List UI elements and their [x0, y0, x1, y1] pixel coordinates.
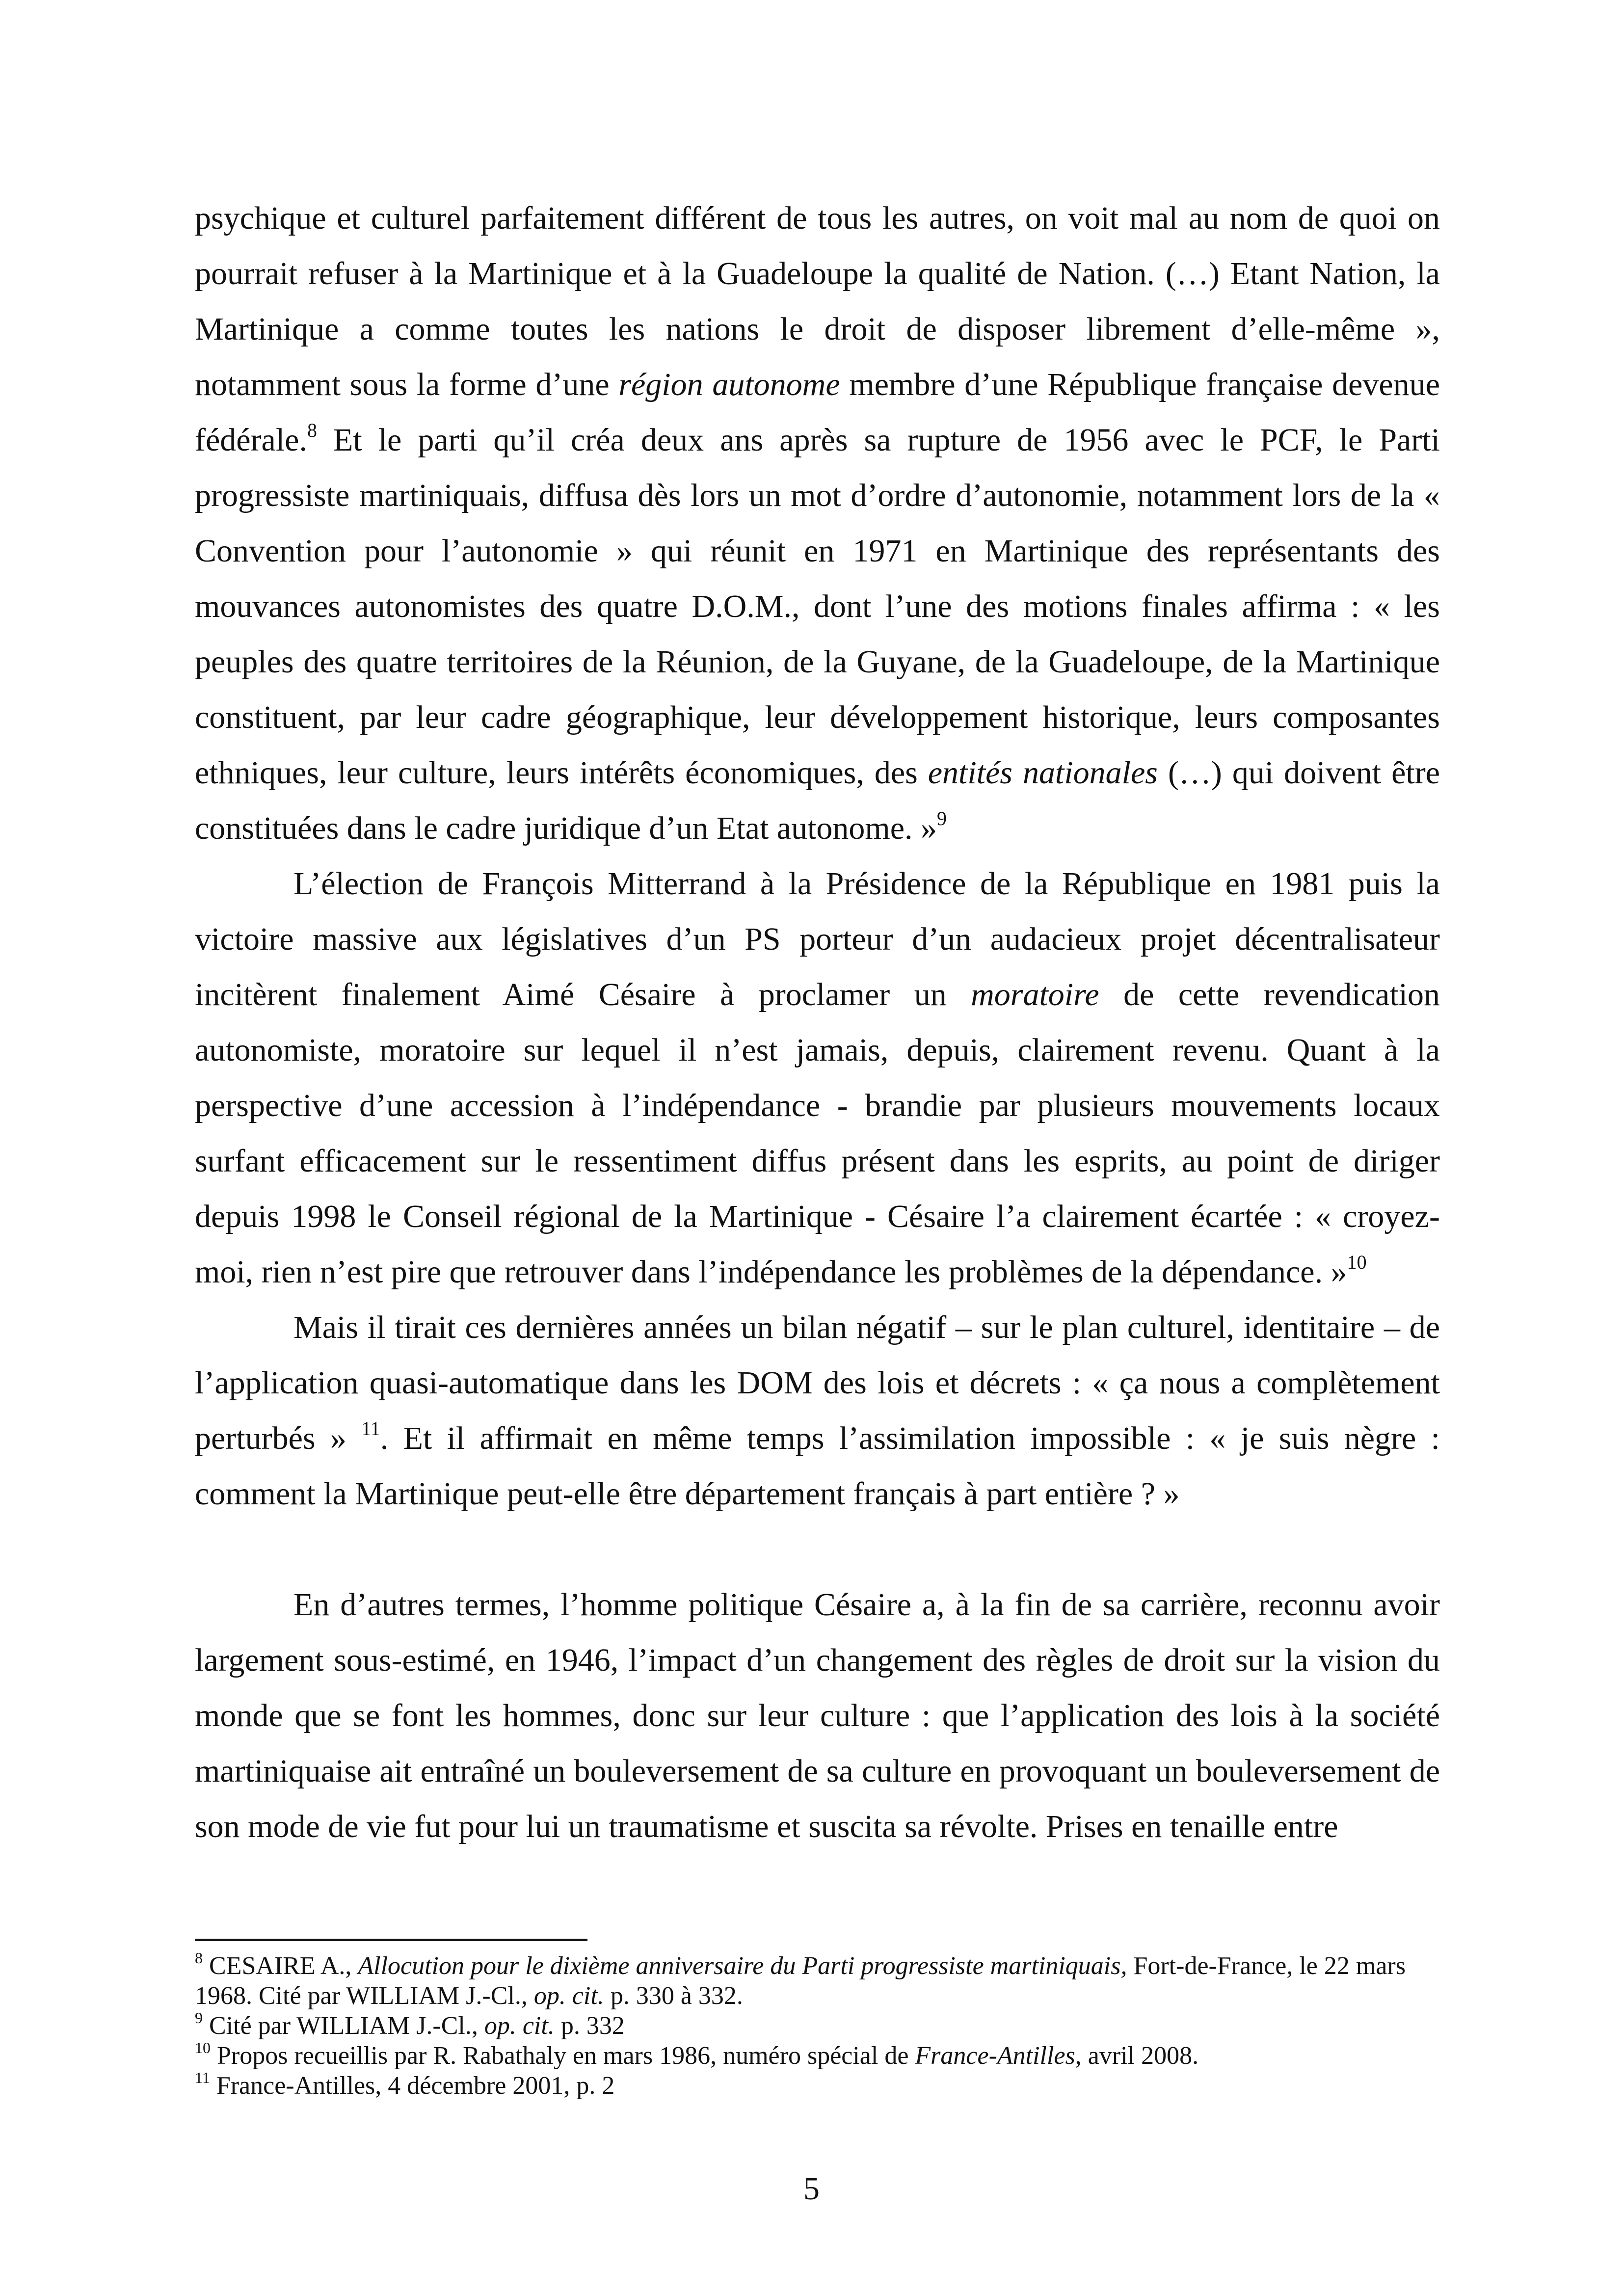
text-run: Et le parti qu’il créa deux ans après sa rupture de 1956 avec le PCF, le Parti progressiste martiniquais, diffusa dès lors un mot d’ordre d’autonomie, notamment lors de la « Convention pour l’autonomie » qui réunit en 1971 en Martinique des représentants des mouvances autonomistes des quatre D.O.M., dont l’une des motions finales affirma : « les peuples des quatre territoires de la Réunion, de la Guyane, de la Guadeloupe, de la Martinique constituent, par leur cadre géographique, leur développement historique, leurs composantes ethniques, leur culture, leurs intérêts économiques, des [195, 422, 1440, 791]
paragraph [195, 1577, 1440, 1854]
footnote-number: 11 [195, 2069, 210, 2086]
text-run: France-Antilles, 4 décembre 2001, p. 2 [210, 2072, 615, 2100]
footnote-ref: 8 [307, 419, 317, 441]
italic-text: région autonome [618, 367, 840, 402]
text-run: En d’autres termes, l’homme politique Césaire a, à la fin de sa carrière, reconnu avoir largement sous-estimé, en 1946, l’impact d’un changement des règles de droit sur la vision du monde que se font les hommes, donc sur leur culture : que l’application des lois à la société martiniquaise ait entraîné un bouleversement de sa culture en provoquant un bouleversement de son mode de vie fut pour lui un traumatisme et suscita sa révolte. Prises en tenaille entre [195, 1587, 1440, 1844]
footnote-separator [195, 1939, 587, 1941]
footnote-ref: 9 [937, 807, 947, 829]
italic-text: op. cit. [484, 2012, 555, 2040]
text-run: Mais il tirait ces dernières années un bilan négatif – sur le plan culturel, identitaire – de l’application quasi-automatique dans les DOM des lois et décrets : « ça nous a complètement perturbés » [195, 1309, 1440, 1456]
footnote-ref: 10 [1347, 1251, 1367, 1273]
body-text [195, 190, 1440, 1854]
footnotes [195, 1951, 1440, 2101]
footnote [195, 2011, 1440, 2041]
text-run: , avril 2008. [1075, 2042, 1199, 2070]
footnote-number: 9 [195, 2009, 203, 2027]
text-run: psychique et culturel parfaitement différent de tous les autres, on voit mal au nom de quoi on pourrait refuser à la Martinique et à la Guadeloupe la qualité de Nation. (…) Etant Nation, la Martinique a comme toutes les nations le droit de disposer librement d’elle-même », notamment sous la forme d’une [195, 200, 1440, 402]
italic-text: moratoire [971, 977, 1099, 1013]
footnote [195, 2071, 1440, 2101]
paragraph [195, 190, 1440, 856]
text-run: p. 332 [554, 2012, 625, 2040]
footnote-number: 8 [195, 1949, 203, 1967]
paragraph [195, 856, 1440, 1300]
paragraph [195, 1300, 1440, 1522]
footnote [195, 2041, 1440, 2071]
text-run: membre d’une République française devenue fédérale. [195, 367, 1440, 458]
footnote-number: 10 [195, 2039, 211, 2056]
text-run: . Et il affirmait en même temps l’assimilation impossible : « je suis nègre : comment la Martinique peut-elle être département français à part entière ? » [195, 1420, 1440, 1512]
text-run: de cette revendication autonomiste, moratoire sur lequel il n’est jamais, depuis, clairement revenu. Quant à la perspective d’une accession à l’indépendance - brandie par plusieurs mouvements locaux surfant efficacement sur le ressentiment diffus présent dans les esprits, au point de diriger depuis 1998 le Conseil régional de la Martinique - Césaire l’a clairement écartée : « croyez-moi, rien n’est pire que retrouver dans l’indépendance les problèmes de la dépendance. » [195, 977, 1440, 1290]
footnote-ref: 11 [361, 1417, 380, 1440]
page-number: 5 [803, 2171, 820, 2207]
italic-text: entités nationales [928, 755, 1158, 791]
text-run: CESAIRE A., [203, 1952, 358, 1980]
italic-text: Allocution pour le dixième anniversaire du Parti progressiste martiniquais, [358, 1952, 1127, 1980]
text-run: Propos recueillis par R. Rabathaly en mars 1986, numéro spécial de [211, 2042, 915, 2070]
italic-text: op. cit. [533, 1982, 604, 2010]
italic-text: France-Antilles [915, 2042, 1075, 2070]
text-run: Cité par WILLIAM J.-Cl., [203, 2012, 484, 2040]
footnote [195, 1951, 1440, 2011]
text-run: (…) qui doivent être constituées dans le cadre juridique d’un Etat autonome. » [195, 755, 1440, 846]
text-run: L’élection de François Mitterrand à la Présidence de la République en 1981 puis la victoire massive aux législatives d’un PS porteur d’un audacieux projet décentralisateur incitèrent finalement Aimé Césaire à proclamer un [195, 866, 1440, 1013]
text-run: Fort-de-France, le 22 mars 1968. Cité par WILLIAM J.-Cl., [195, 1952, 1406, 2010]
text-run: p. 330 à 332. [604, 1982, 743, 2010]
